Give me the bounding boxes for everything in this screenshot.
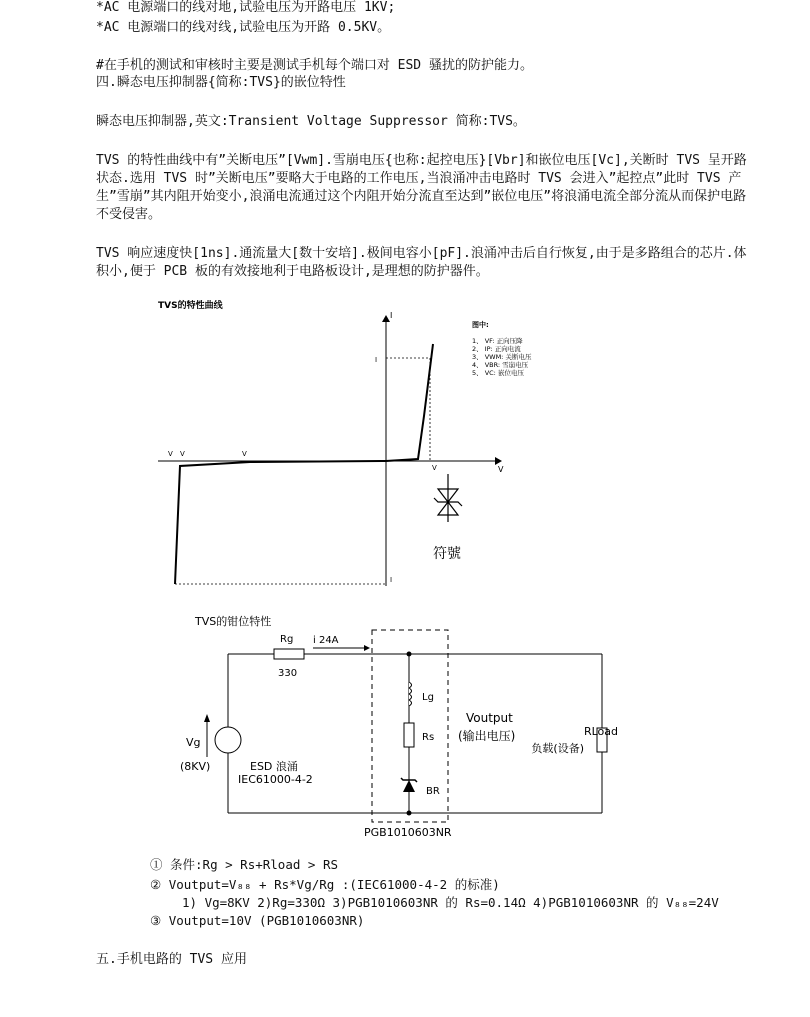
text-line-ac-line-line: *AC 电源端口的线对线,试验电压为开路 0.5KV。 xyxy=(96,20,391,35)
vc-label: V xyxy=(168,450,173,458)
rs-label: Rs xyxy=(422,732,435,743)
ipp-label: I xyxy=(390,576,393,584)
symbol-caption: 符號 xyxy=(433,546,461,562)
text-line-ac-line-ground: *AC 电源端口的线对地,试验电压为开路电压 1KV; xyxy=(96,0,396,15)
legend-item-vbr: 4、 VBR: 雪崩电压 xyxy=(472,361,529,369)
vg-arrow-head xyxy=(204,714,210,722)
section-heading-5: 五.手机电路的 TVS 应用 xyxy=(96,952,247,967)
part-number-label: PGB1010603NR xyxy=(364,826,452,839)
tvs-characteristic-curve-figure xyxy=(150,296,590,598)
legend-item-vf: 1、 VF: 正向压降 xyxy=(472,337,523,345)
vwm-label: V xyxy=(242,450,247,458)
rs-resistor xyxy=(404,723,414,747)
iec-label: IEC61000-4-2 xyxy=(238,773,313,786)
paragraph-tvs-characteristics: TVS 的特性曲线中有”关断电压”[Vwm].雪崩电压{也称:起控电压}[Vbr]和嵌位电压[Vc],关断时 TVS 呈开路状态.选用 TVS 时”关断电压”要略大于电路的工作电压,当浪涌冲击电路时 TVS 会进入”起控点”此时 TVS 产生”雪崩”其内阻开始变小,浪涌电流通过这个内阻开始分流直至达到”嵌位电压”将浪涌电流全部分流从而保护电路不受侵害。 xyxy=(96,153,747,222)
circuit-title: TVS的钳位特性 xyxy=(195,615,272,628)
condition-3: ③ Voutput=10V (PGB1010603NR) xyxy=(150,913,365,928)
v-axis-label: V xyxy=(498,465,504,474)
esd-label: ESD 浪涌 xyxy=(250,760,298,773)
i-axis-arrow xyxy=(382,315,390,322)
ip-label: I xyxy=(375,356,378,364)
forward-curve xyxy=(386,344,433,461)
vg-label: Vg xyxy=(186,736,201,749)
reverse-curve xyxy=(175,461,386,584)
condition-1: ① 条件:Rg > Rs+Rload > RS xyxy=(150,857,339,872)
rg-resistor xyxy=(274,649,304,659)
condition-2-details: 1) Vg=8KV 2)Rg=330Ω 3)PGB1010603NR 的 Rs=0.14Ω 4)PGB1010603NR 的 V₈₈=24V xyxy=(182,895,719,910)
legend-title: 图中: xyxy=(472,321,489,329)
legend-item-ip: 2、 IP: 正向电流 xyxy=(472,345,521,353)
br-label: BR xyxy=(426,786,440,797)
text-line-esd-test: #在手机的测试和审核时主要是测试手机每个端口对 ESD 骚扰的防护能力。 xyxy=(96,58,533,73)
vbr-label: V xyxy=(180,450,185,458)
curve-title: TVS的特性曲线 xyxy=(158,301,223,311)
vg-source xyxy=(215,727,241,753)
section-heading-4: 四.瞬态电压抑制器{简称:TVS}的嵌位特性 xyxy=(96,75,346,90)
current-label: i 24A xyxy=(313,635,339,646)
rg-label: Rg xyxy=(280,634,294,645)
voutput-label: Voutput xyxy=(466,711,513,725)
tvs-clamping-circuit-figure xyxy=(170,610,620,842)
vg-value: (8KV) xyxy=(180,760,211,773)
rload-cn-label: 负载(设备) xyxy=(531,742,584,755)
voutput-cn-label: (输出电压) xyxy=(458,729,516,743)
text-line-tvs-english: 瞬态电压抑制器,英文:Transient Voltage Suppressor 简称:TVS。 xyxy=(96,114,526,129)
current-arrow-head xyxy=(364,645,370,651)
legend-item-vwm: 3、 VWM: 关断电压 xyxy=(472,353,532,361)
vf-label: V xyxy=(432,464,437,472)
lg-inductor xyxy=(409,682,412,706)
rload-label: RLoad xyxy=(583,725,618,738)
i-axis-label: I xyxy=(390,311,393,320)
br-diode xyxy=(403,780,415,792)
paragraph-tvs-advantages: TVS 响应速度快[1ns].通流量大[数十安培].极间电容小[pF].浪涌冲击后自行恢复,由于是多路组合的芯片.体积小,便于 PCB 板的有效接地利于电路板设计,是理想的防护器件。 xyxy=(96,246,747,279)
lg-label: Lg xyxy=(422,692,434,703)
rg-value: 330 xyxy=(278,668,298,679)
legend-item-vc: 5、 VC: 嵌位电压 xyxy=(472,369,524,377)
condition-2: ② Voutput=V₈₈ + Rs*Vg/Rg :(IEC61000-4-2 的标准) xyxy=(150,877,500,892)
v-axis-arrow xyxy=(495,457,502,465)
